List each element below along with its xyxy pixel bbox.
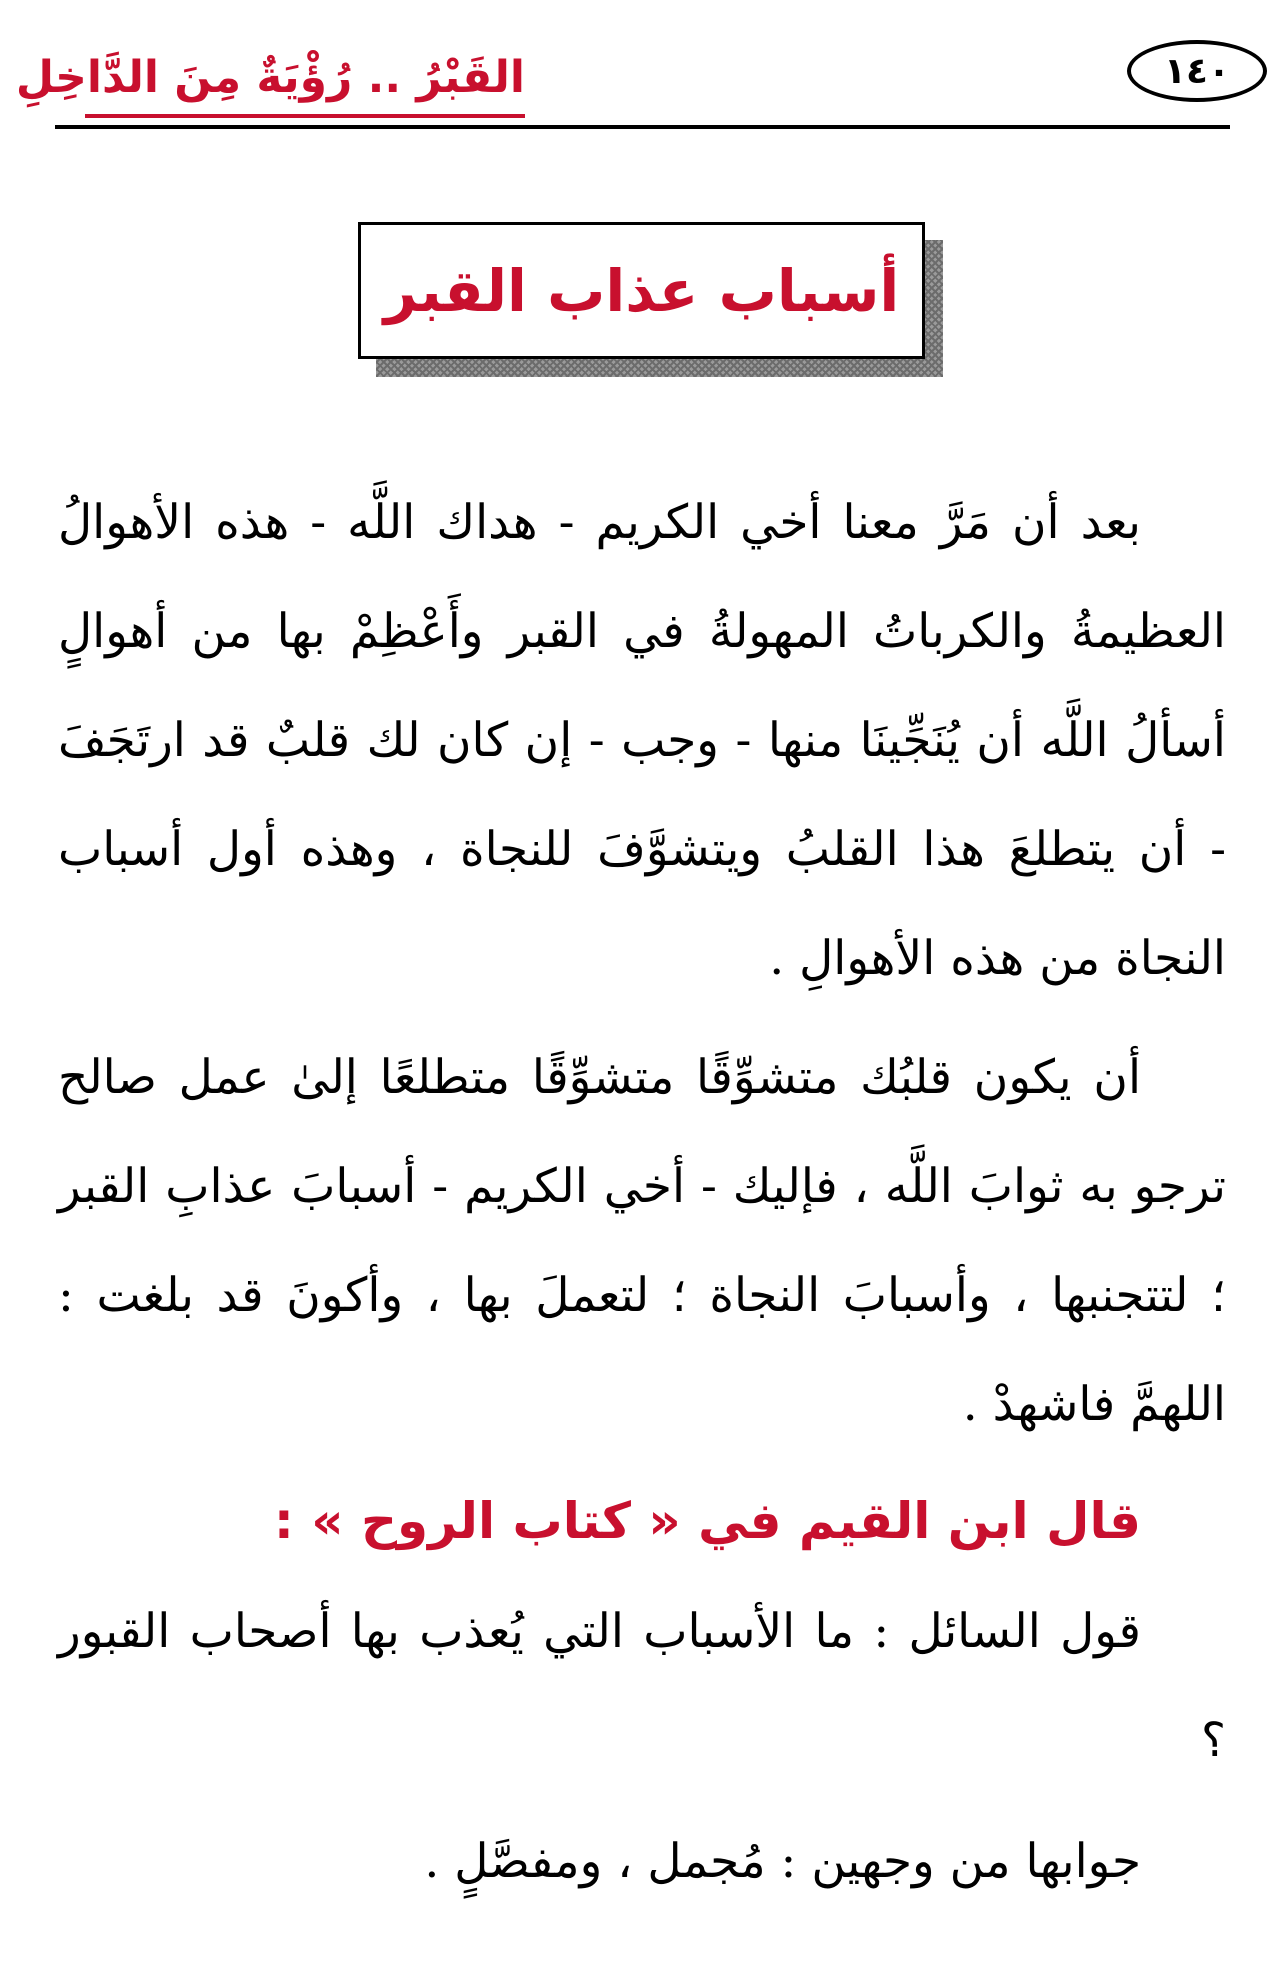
paragraph-answer: جوابها من وجهين : مُجمل ، ومفصَّلٍ . [424, 1834, 1141, 1889]
page-number: ١٤٠ [1127, 40, 1267, 102]
section-title-frame [358, 222, 943, 377]
paragraph-yearning: أن يكون قلبُك متشوِّقًا متشوِّقًا متطلعًا إلىٰ عمل صالح ترجو به ثوابَ اللَّه ، فإليك - أخي الكريم - أسبابَ عذابِ القبر ؛ لتتجنبها ، وأسبابَ النجاة ؛ لتعملَ بها ، وأكونَ قد بلغت : اللهمَّ فاشهدْ . [58, 1050, 1226, 1432]
body-text [58, 468, 1226, 1916]
section-title: أسباب عذاب القبر [383, 256, 900, 325]
paragraph-question: قول السائل : ما الأسباب التي يُعذب بها أصحاب القبور ؟ [58, 1604, 1226, 1768]
section-title-box [358, 222, 925, 359]
quote-heading: قال ابن القيم في « كتاب الروح » : [273, 1492, 1141, 1550]
page-header [15, 30, 1230, 129]
running-title-underline [85, 114, 525, 118]
running-title: القَبْرُ .. رُؤْيَةٌ مِنَ الدَّاخِلِ [15, 52, 525, 103]
paragraph-intro: بعد أن مَرَّ معنا أخي الكريم - هداك اللَّه - هذه الأهوالُ العظيمةُ والكرباتُ المهولةُ في القبر وأَعْظِمْ بها من أهوالٍ أسألُ اللَّه أن يُنَجِّينَا منها - وجب - إن كان لك قلبٌ قد ارتَجَفَ - أن يتطلعَ هذا القلبُ ويتشوَّفَ للنجاة ، وهذه أول أسباب النجاة من هذه الأهوالِ . [58, 495, 1226, 986]
